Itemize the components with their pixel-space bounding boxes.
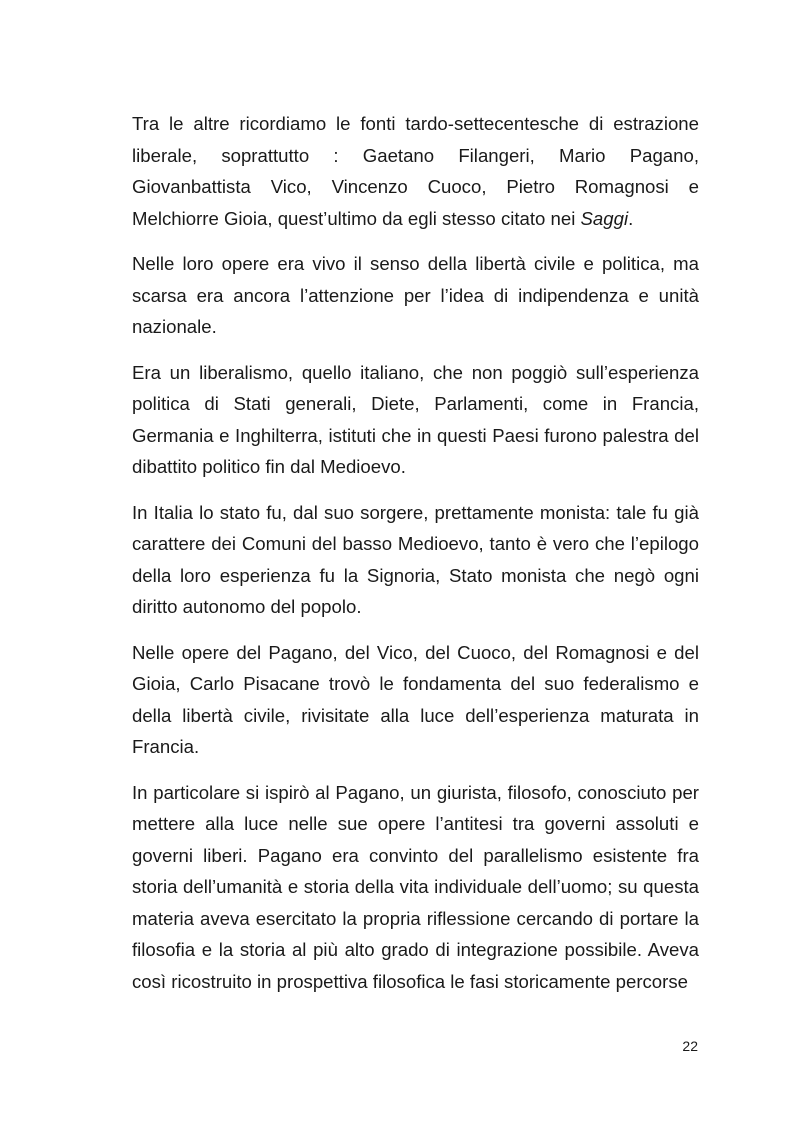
paragraph-1 [132, 108, 699, 234]
page-number: 22 [682, 1038, 698, 1054]
paragraph-1-text: Tra le altre ricordiamo le fonti tardo-settecentesche di estrazione liberale, soprattutto : Gaetano Filangeri, Mario Pagano, Giovanbattista Vico, Vincenzo Cuoco, Pietro Romagnosi e Melchiorre Gioia, quest’ultimo da egli stesso citato nei [132, 113, 699, 229]
document-body [132, 108, 699, 997]
paragraph-4: In Italia lo stato fu, dal suo sorgere, prettamente monista: tale fu già carattere dei Comuni del basso Medioevo, tanto è vero che l’epilogo della loro esperienza fu la Signoria, Stato monista che negò ogni diritto autonomo del popolo. [132, 501, 699, 617]
paragraph-6: In particolare si ispirò al Pagano, un giurista, filosofo, conosciuto per mettere alla luce nelle sue opere l’antitesi tra governi assoluti e governi liberi. Pagano era convinto del parallelismo esistente fra storia dell’umanità e storia della vita individuale dell’uomo; su questa materia aveva esercitato la propria riflessione cercando di portare la filosofia e la storia al più alto grado di integrazione possibile. Aveva così ricostruito in prospettiva filosofica le fasi storicamente percorse [132, 781, 699, 992]
paragraph-1-end: . [628, 207, 634, 229]
paragraph-3: Era un liberalismo, quello italiano, che non poggiò sull’esperienza politica di Stati generali, Diete, Parlamenti, come in Francia, Germania e Inghilterra, istituti che in questi Paesi furono palestra del dibattito politico fin dal Medioevo. [132, 361, 699, 477]
paragraph-1-italic-title: Saggi [580, 207, 629, 229]
paragraph-2: Nelle loro opere era vivo il senso della libertà civile e politica, ma scarsa era ancora l’attenzione per l’idea di indipendenza e unità nazionale. [132, 253, 699, 337]
paragraph-5: Nelle opere del Pagano, del Vico, del Cuoco, del Romagnosi e del Gioia, Carlo Pisacane trovò le fondamenta del suo federalismo e della libertà civile, rivisitate alla luce dell’esperienza maturata in Francia. [132, 641, 699, 757]
